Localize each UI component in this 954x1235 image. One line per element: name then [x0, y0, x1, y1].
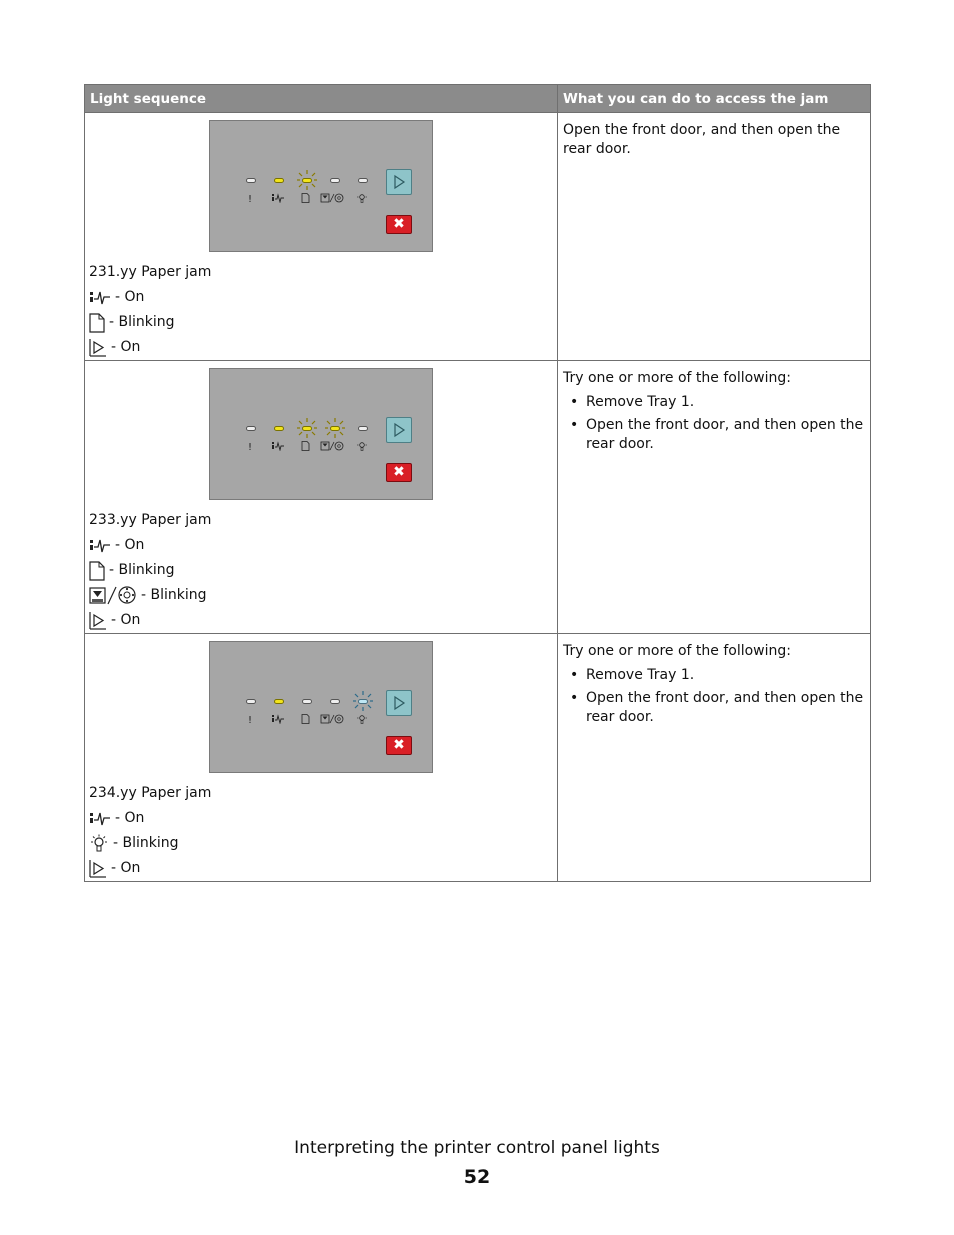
continue-icon — [89, 611, 109, 630]
load-paper-symbol-icon — [298, 714, 314, 727]
load-paper-icon — [89, 561, 107, 581]
paper-jam-icon — [89, 810, 113, 828]
light-status-line — [89, 831, 557, 856]
continue-icon — [89, 859, 109, 878]
indicator-light — [246, 178, 256, 183]
indicator-light — [330, 699, 340, 704]
stop-button-icon: ✖ — [386, 736, 412, 755]
indicator-light — [246, 426, 256, 431]
light-status-line — [89, 285, 557, 310]
action-text: Open the front door, and then open the rear door. — [563, 122, 841, 157]
light-status-line — [89, 583, 557, 608]
error-symbol-icon — [242, 441, 258, 454]
svg-text:!: ! — [247, 442, 253, 451]
continue-button-icon — [386, 417, 412, 443]
light-status-line — [89, 608, 557, 633]
paper-jam-symbol-icon — [270, 714, 286, 727]
error-code: 233.yy Paper jam — [89, 512, 212, 528]
continue-button-icon — [386, 690, 412, 716]
error-code: 231.yy Paper jam — [89, 264, 212, 280]
light-status-text: - On — [115, 289, 145, 305]
light-status-text: - Blinking — [113, 835, 179, 851]
header-access-jam: What you can do to access the jam — [558, 85, 871, 113]
indicator-light — [274, 699, 284, 704]
ready-symbol-icon — [354, 714, 370, 727]
toner-symbol-icon — [320, 441, 346, 454]
stop-button-icon: ✖ — [386, 463, 412, 482]
light-status-text: - Blinking — [109, 562, 175, 578]
table-row — [85, 361, 871, 634]
indicator-light — [302, 426, 312, 431]
light-sequence-cell — [85, 361, 558, 634]
list-item: • Remove Tray 1. — [586, 393, 865, 412]
action-list — [563, 666, 865, 727]
action-cell — [558, 361, 871, 634]
indicator-light — [302, 699, 312, 704]
action-cell — [558, 634, 871, 882]
action-text: Try one or more of the following: — [563, 643, 791, 659]
light-status-line — [89, 310, 557, 335]
light-status-line — [89, 335, 557, 360]
control-panel-image — [209, 368, 433, 500]
error-code: 234.yy Paper jam — [89, 785, 212, 801]
error-code-line — [89, 508, 557, 533]
list-item: • Open the front door, and then open the rear door. — [586, 689, 865, 727]
indicator-light — [302, 178, 312, 183]
light-sequence-cell — [85, 113, 558, 361]
light-status-text: - Blinking — [141, 587, 207, 603]
table-row — [85, 634, 871, 882]
error-code-line — [89, 260, 557, 285]
indicator-light — [330, 178, 340, 183]
error-symbol-icon — [242, 714, 258, 727]
ready-symbol-icon — [354, 193, 370, 206]
load-paper-symbol-icon — [298, 441, 314, 454]
table-header-row — [85, 85, 871, 113]
load-paper-symbol-icon — [298, 193, 314, 206]
light-status-text: - On — [115, 810, 145, 826]
action-text: Try one or more of the following: — [563, 370, 791, 386]
error-symbol-icon — [242, 193, 258, 206]
header-light-sequence: Light sequence — [85, 85, 558, 113]
light-status-text: - On — [111, 339, 141, 355]
list-item: • Open the front door, and then open the rear door. — [586, 416, 865, 454]
indicator-light — [246, 699, 256, 704]
control-panel-image — [209, 120, 433, 252]
light-status-text: - On — [111, 860, 141, 876]
indicator-light — [358, 178, 368, 183]
paper-jam-symbol-icon — [270, 441, 286, 454]
light-status-text: - Blinking — [109, 314, 175, 330]
svg-text:!: ! — [247, 194, 253, 203]
jam-table — [84, 84, 871, 882]
light-status-text: - On — [115, 537, 145, 553]
continue-button-icon — [386, 169, 412, 195]
indicator-light — [330, 426, 340, 431]
ready-light-icon — [89, 834, 111, 854]
light-status-line — [89, 533, 557, 558]
indicator-light — [274, 426, 284, 431]
indicator-light — [358, 699, 368, 704]
light-status-line — [89, 558, 557, 583]
paper-jam-icon — [89, 537, 113, 555]
action-cell — [558, 113, 871, 361]
footer-title: Interpreting the printer control panel lights — [294, 1138, 660, 1158]
control-panel-image — [209, 641, 433, 773]
light-sequence-cell — [85, 634, 558, 882]
ready-symbol-icon — [354, 441, 370, 454]
stop-button-icon: ✖ — [386, 215, 412, 234]
light-status-line — [89, 856, 557, 881]
continue-icon — [89, 338, 109, 357]
light-status-text: - On — [111, 612, 141, 628]
list-item: • Remove Tray 1. — [586, 666, 865, 685]
error-code-line — [89, 781, 557, 806]
indicator-light — [274, 178, 284, 183]
toner-symbol-icon — [320, 193, 346, 206]
load-paper-icon — [89, 313, 107, 333]
toner-symbol-icon — [320, 714, 346, 727]
table-row — [85, 113, 871, 361]
page-number: 52 — [463, 1166, 491, 1188]
svg-text:!: ! — [247, 715, 253, 724]
light-status-line — [89, 806, 557, 831]
paper-jam-icon — [89, 289, 113, 307]
indicator-light — [358, 426, 368, 431]
paper-jam-symbol-icon — [270, 193, 286, 206]
action-list — [563, 393, 865, 454]
toner-drum-icon — [89, 586, 139, 606]
